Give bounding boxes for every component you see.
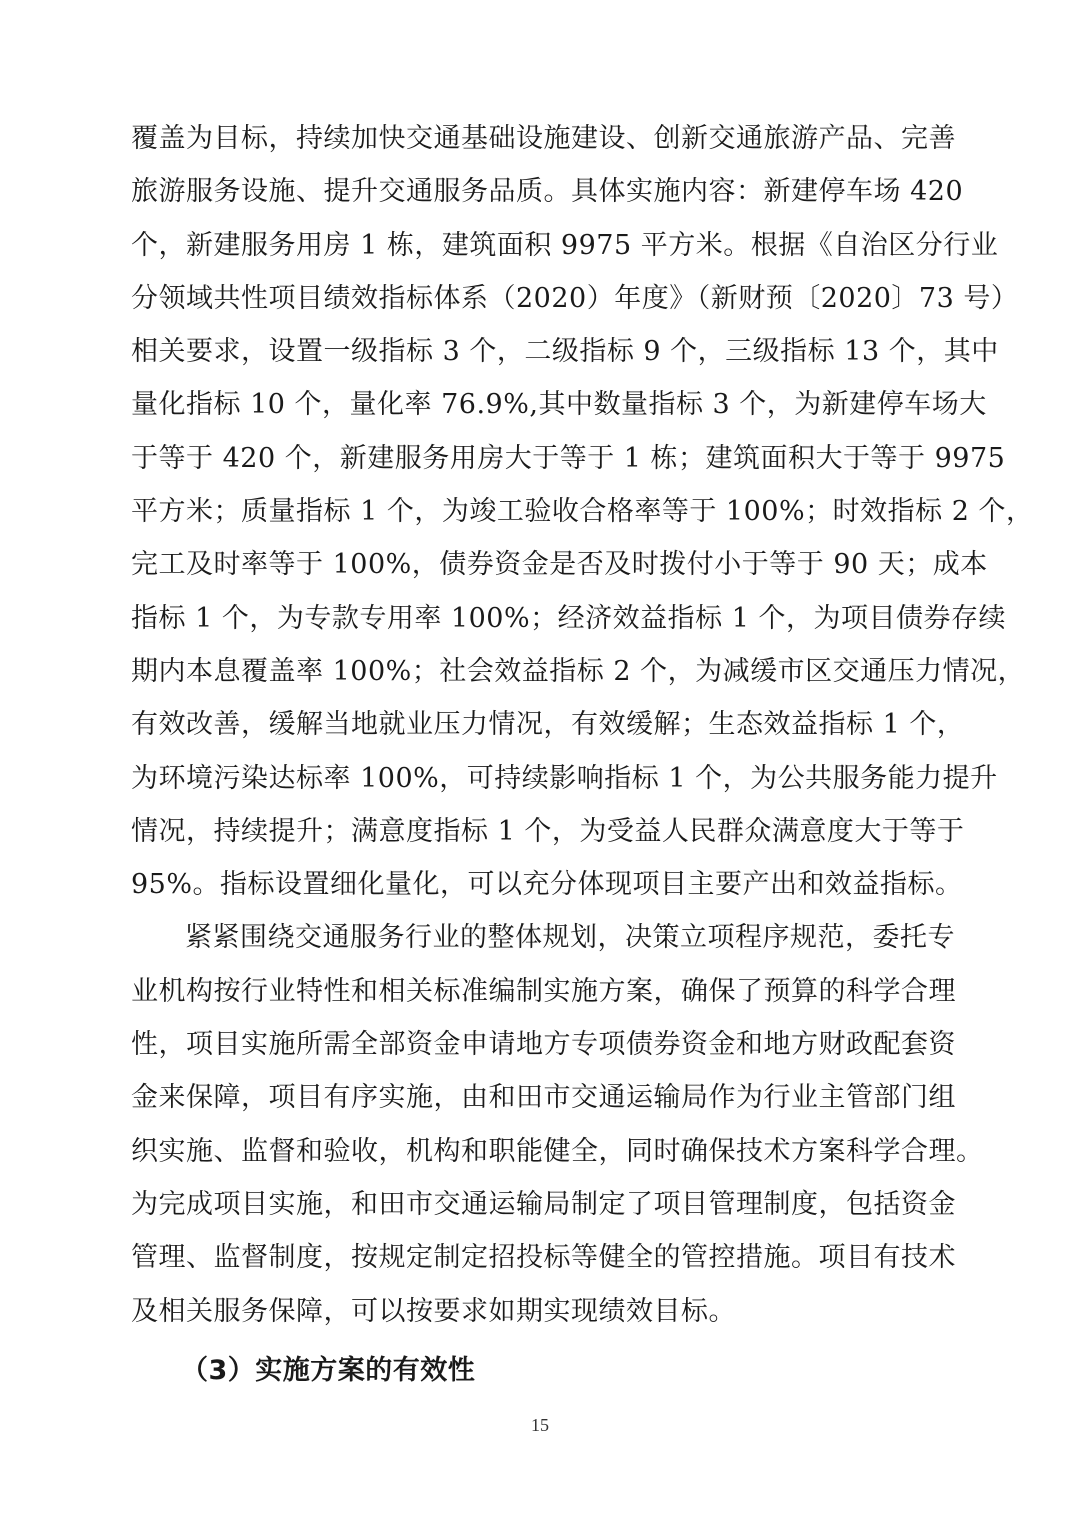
paragraph-indicator-setup — [131, 112, 1034, 911]
text-line: 个，新建服务用房 1 栋，建筑面积 9975 平方米。根据《自治区分行业 — [131, 229, 999, 261]
section-heading: （3）实施方案的有效性 — [181, 1354, 476, 1386]
text-line: 于等于 420 个，新建服务用房大于等于 1 栋；建筑面积大于等于 9975 — [131, 442, 1006, 474]
text-line: 有效改善，缓解当地就业压力情况，有效缓解；生态效益指标 1 个， — [131, 709, 965, 741]
text-line: 为环境污染达标率 100%，可持续影响指标 1 个，为公共服务能力提升 — [131, 762, 998, 794]
text-line: 紧紧围绕交通服务行业的整体规划，决策立项程序规范，委托专 — [185, 922, 955, 954]
text-line: 为完成项目实施，和田市交通运输局制定了项目管理制度，包括资金 — [131, 1188, 956, 1220]
paragraph-implementation-plan — [131, 911, 984, 1337]
text-line: 完工及时率等于 100%，债券资金是否及时拨付小于等于 90 天；成本 — [131, 549, 988, 581]
text-line: 覆盖为目标，持续加快交通基础设施建设、创新交通旅游产品、完善 — [131, 123, 956, 154]
page-number: 15 — [531, 1415, 549, 1435]
text-line: 量化指标 10 个，量化率 76.9%,其中数量指标 3 个，为新建停车场大 — [131, 389, 987, 421]
text-line: 旅游服务设施、提升交通服务品质。具体实施内容：新建停车场 420 — [131, 176, 964, 208]
text-line: 业机构按行业特性和相关标准编制实施方案，确保了预算的科学合理 — [131, 975, 956, 1007]
text-line: 95%。指标设置细化量化，可以充分体现项目主要产出和效益指标。 — [131, 869, 963, 901]
text-line: 期内本息覆盖率 100%；社会效益指标 2 个，为减缓市区交通压力情况， — [131, 655, 1026, 687]
document-body — [131, 112, 1034, 1397]
text-line: 相关要求，设置一级指标 3 个，二级指标 9 个，三级指标 13 个，其中 — [131, 336, 999, 368]
text-line: 指标 1 个，为专款专用率 100%；经济效益指标 1 个，为项目债券存续 — [131, 602, 1006, 634]
text-line: 织实施、监督和验收，机构和职能健全，同时确保技术方案科学合理。 — [131, 1135, 984, 1167]
text-line: 管理、监督制度，按规定制定招投标等健全的管控措施。项目有技术 — [131, 1242, 956, 1274]
text-line: 平方米；质量指标 1 个，为竣工验收合格率等于 100%；时效指标 2 个， — [131, 496, 1034, 528]
text-line: 金来保障，项目有序实施，由和田市交通运输局作为行业主管部门组 — [131, 1082, 956, 1114]
text-line: 及相关服务保障，可以按要求如期实现绩效目标。 — [131, 1295, 736, 1327]
text-line: 情况，持续提升；满意度指标 1 个，为受益人民群众满意度大于等于 — [131, 815, 965, 847]
text-line: 分领域共性项目绩效指标体系（2020）年度》（新财预〔2020〕73 号） — [131, 282, 1019, 314]
text-line: 性，项目实施所需全部资金申请地方专项债券资金和地方财政配套资 — [131, 1029, 956, 1061]
